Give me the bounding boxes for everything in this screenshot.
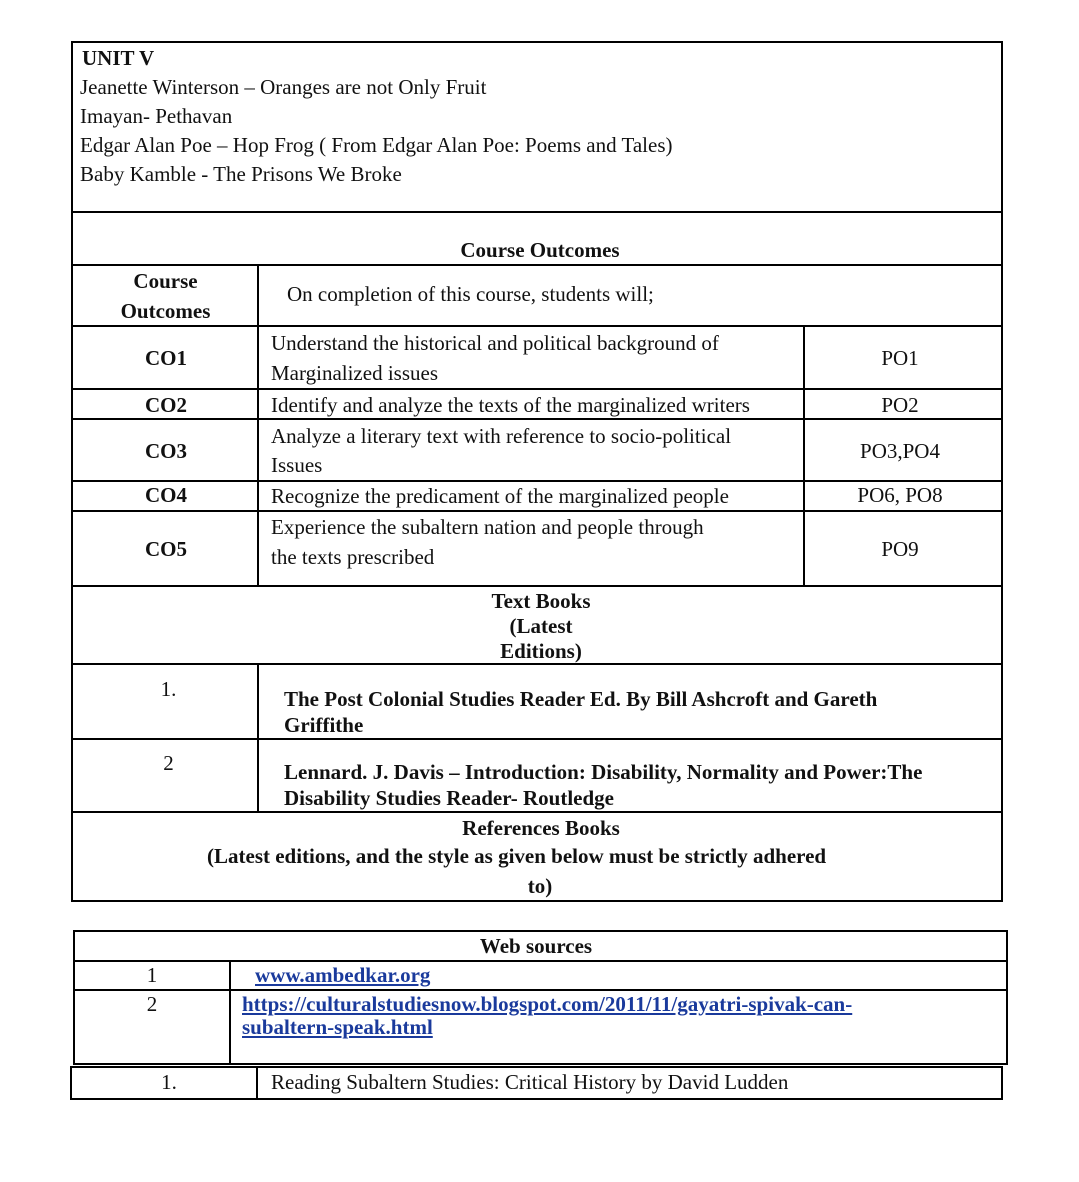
co-code: CO1 bbox=[145, 346, 187, 370]
co-code: CO3 bbox=[145, 439, 187, 463]
co-text: Marginalized issues bbox=[271, 361, 438, 385]
text-book-entry: Lennard. J. Davis – Introduction: Disability, Normality and Power:The bbox=[284, 760, 923, 784]
co-po: PO3,PO4 bbox=[860, 439, 940, 463]
co-text: Issues bbox=[271, 453, 323, 477]
divider bbox=[71, 738, 1003, 740]
divider bbox=[71, 663, 1003, 665]
co-column-header-2: Outcomes bbox=[120, 299, 211, 323]
text-book-number: 2 bbox=[163, 751, 174, 775]
co-text: Experience the subaltern nation and people through bbox=[271, 515, 704, 539]
text-books-title-2: (Latest bbox=[509, 614, 573, 638]
references-title: References Books bbox=[462, 816, 620, 840]
references-note-2: to) bbox=[527, 874, 553, 898]
co-code: CO4 bbox=[145, 483, 187, 507]
divider bbox=[71, 211, 1003, 213]
divider bbox=[71, 510, 1003, 512]
reference-number: 1. bbox=[161, 1070, 177, 1094]
references-note: (Latest editions, and the style as given below must be strictly adhered bbox=[207, 844, 827, 868]
divider bbox=[71, 811, 1003, 813]
unit-line-4: Baby Kamble - The Prisons We Broke bbox=[80, 162, 402, 186]
co-text: Identify and analyze the texts of the marginalized writers bbox=[271, 393, 750, 417]
reference-entry: Reading Subaltern Studies: Critical History by David Ludden bbox=[271, 1070, 789, 1094]
divider bbox=[71, 264, 1003, 266]
co-po: PO2 bbox=[881, 393, 919, 417]
divider bbox=[71, 585, 1003, 587]
web-source-number: 2 bbox=[146, 992, 158, 1016]
text-book-entry-2: Griffithe bbox=[284, 713, 364, 737]
text-books-title-3: Editions) bbox=[500, 639, 582, 663]
co-po: PO6, PO8 bbox=[857, 483, 943, 507]
divider bbox=[71, 418, 1003, 420]
co-po: PO1 bbox=[881, 346, 919, 370]
web-sources-title: Web sources bbox=[479, 934, 593, 958]
web-source-link[interactable]: www.ambedkar.org bbox=[255, 963, 431, 987]
web-source-link[interactable]: https://culturalstudiesnow.blogspot.com/2011/11/gayatri-spivak-can- bbox=[242, 992, 853, 1016]
text-books-title: Text Books bbox=[491, 589, 591, 613]
text-book-entry-2: Disability Studies Reader- Routledge bbox=[284, 786, 614, 810]
unit-line-3: Edgar Alan Poe – Hop Frog ( From Edgar Alan Poe: Poems and Tales) bbox=[80, 133, 673, 157]
co-text: Recognize the predicament of the marginalized people bbox=[271, 484, 729, 508]
divider bbox=[71, 325, 1003, 327]
co-text: the texts prescribed bbox=[271, 545, 435, 569]
text-book-number: 1. bbox=[160, 677, 177, 701]
unit-line-2: Imayan- Pethavan bbox=[80, 104, 233, 128]
unit-line-1: Jeanette Winterson – Oranges are not Only Fruit bbox=[80, 75, 487, 99]
course-outcomes-title: Course Outcomes bbox=[460, 238, 620, 262]
web-source-link-2[interactable]: subaltern-speak.html bbox=[242, 1015, 433, 1039]
divider bbox=[71, 388, 1003, 390]
co-text: Analyze a literary text with reference to socio-political bbox=[271, 424, 732, 448]
co-column-header: Course bbox=[133, 269, 198, 293]
co-code: CO2 bbox=[145, 393, 187, 417]
text-book-entry: The Post Colonial Studies Reader Ed. By Bill Ashcroft and Gareth bbox=[284, 687, 878, 711]
co-text: Understand the historical and political background of bbox=[271, 331, 719, 355]
co-intro: On completion of this course, students will; bbox=[287, 282, 654, 306]
unit-heading: UNIT V bbox=[82, 46, 155, 70]
co-po: PO9 bbox=[881, 537, 919, 561]
web-source-number: 1 bbox=[146, 963, 158, 987]
co-code: CO5 bbox=[145, 537, 187, 561]
